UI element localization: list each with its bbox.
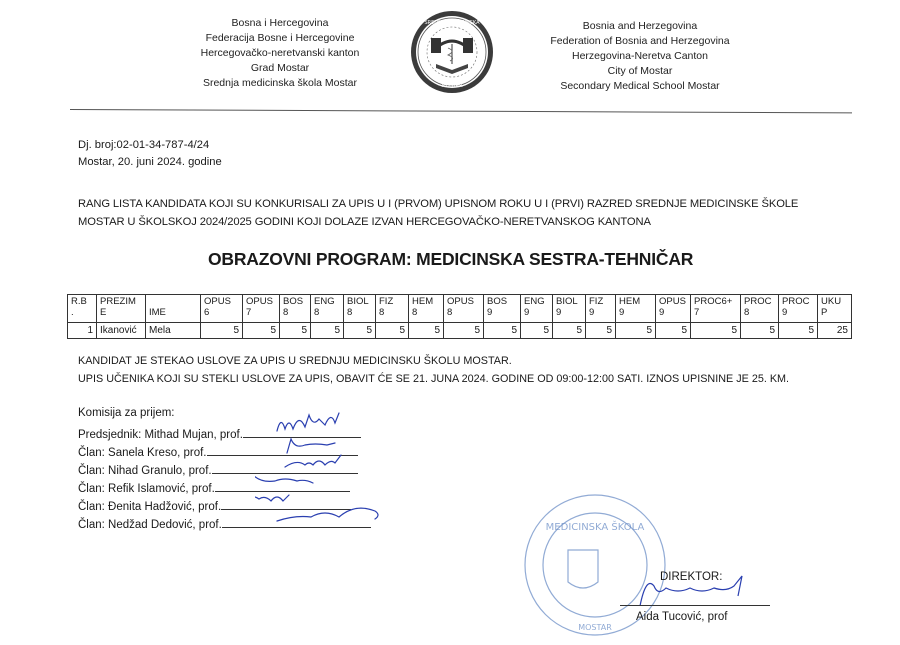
score-cell: 5: [741, 323, 779, 339]
header-cell-line-1: HEM: [412, 296, 434, 307]
header-cell-line-1: BOS: [283, 296, 304, 307]
stamp-center-text: MEDICINSKA ŠKOLA: [545, 522, 645, 533]
stamp-bottom-text: MOSTAR: [578, 623, 612, 632]
document-date: Mostar, 20. juni 2024. godine: [78, 156, 222, 168]
table-header-cell: [586, 295, 616, 323]
header-cell-line-2: 9: [487, 307, 493, 318]
header-left-line: Federacija Bosne i Hercegovine: [205, 32, 355, 44]
header-left-line: Srednja medicinska škola Mostar: [202, 77, 358, 89]
total-cell: 25: [818, 323, 852, 339]
header-right-line: Federation of Bosnia and Herzegovina: [550, 35, 730, 47]
commission-title: Komisija za prijem:: [78, 407, 175, 419]
header-left-bosnian: [180, 16, 380, 91]
header-cell-line-2: 8: [283, 307, 289, 318]
score-cell: 5: [243, 323, 280, 339]
header-right-line: Herzegovina-Neretva Canton: [572, 50, 708, 62]
signature-hadzovic: [255, 495, 289, 503]
header-cell-line-1: OPUS: [447, 296, 474, 307]
enrollment-schedule-note: UPIS UČENIKA KOJI SU STEKLI USLOVE ZA UPIS, OBAVIT ĆE SE 21. JUNA 2024. GODINE OD 09:00-12:00 SATI. IZNOS UPISNINE JE 25. KM.: [78, 373, 790, 385]
score-cell: 5: [311, 323, 344, 339]
header-cell-line-2: 9: [659, 307, 665, 318]
commission-member-name: Predsjednik: Mithad Mujan, prof.: [78, 429, 243, 441]
table-header-cell: [68, 295, 97, 323]
commission-member-name: Član: Nihad Granulo, prof.: [78, 465, 212, 477]
header-cell-line-1: OPUS: [246, 296, 273, 307]
table-header-cell: [818, 295, 852, 323]
header-cell-line-2: P: [821, 307, 828, 318]
table-header-cell: [484, 295, 521, 323]
header-left-line: Grad Mostar: [250, 62, 310, 74]
commission-member-name: Član: Refik Islamović, prof.: [78, 483, 215, 495]
header-cell-line-1: BOS: [487, 296, 508, 307]
table-header-cell: [311, 295, 344, 323]
score-cell: 5: [484, 323, 521, 339]
score-cell: 5: [344, 323, 376, 339]
header-cell-line-2: 8: [447, 307, 453, 318]
director-signature: [630, 566, 760, 606]
header-cell-line-1: FIZ: [379, 296, 394, 307]
header-cell-line-1: PROC: [744, 296, 772, 307]
score-cell: 5: [616, 323, 656, 339]
score-cell: 5: [444, 323, 484, 339]
score-cell: 5: [586, 323, 616, 339]
score-cell: 5: [201, 323, 243, 339]
header-divider: [70, 109, 852, 113]
header-right-line: Bosnia and Herzegovina: [582, 20, 698, 32]
header-cell-line-1: PREZIM: [100, 296, 136, 307]
document-reference-number: Dj. broj:02-01-34-787-4/24: [78, 139, 210, 151]
table-header-cell: [691, 295, 741, 323]
header-cell-line-1: UKU: [821, 296, 842, 307]
logo-ring-bottom-text: MOSTAR: [441, 83, 463, 89]
score-cell: 5: [280, 323, 311, 339]
table-header-row: [68, 295, 852, 323]
header-cell-line-1: BIOL: [556, 296, 578, 307]
surname-cell: Ikanović: [97, 323, 146, 339]
header-cell-line-2: 7: [694, 307, 700, 318]
signature-kreso: [287, 439, 335, 453]
header-cell-line-2: 8: [314, 307, 320, 318]
header-cell-line-2: E: [100, 307, 107, 318]
header-cell-line-2: 8: [744, 307, 750, 318]
header-cell-line-2: 8: [379, 307, 385, 318]
commission-member-name: Član: Đenita Hadžović, prof.: [78, 501, 222, 513]
school-seal-icon: [410, 10, 494, 94]
header-cell-line-2: 8: [412, 307, 418, 318]
header-left-line: Hercegovačko-neretvanski kanton: [200, 47, 360, 59]
header-cell-line-1: R.B: [71, 296, 87, 307]
signature-islamovic: [255, 475, 313, 483]
table-header-cell: [616, 295, 656, 323]
ranking-table: [67, 294, 852, 339]
table-header-cell: [553, 295, 586, 323]
director-name: Aida Tucović, prof: [636, 611, 728, 623]
header-left-line: Bosna i Hercegovina: [231, 17, 329, 29]
header-cell-line-2: 9: [589, 307, 595, 318]
header-cell-line-1: ENG: [314, 296, 335, 307]
header-cell-line-2: IME: [149, 307, 166, 318]
table-header-cell: [201, 295, 243, 323]
program-heading: OBRAZOVNI PROGRAM: MEDICINSKA SESTRA-TEHNIČAR: [208, 249, 694, 269]
header-cell-line-2: 7: [246, 307, 252, 318]
score-cell: 5: [656, 323, 691, 339]
table-header-cell: [280, 295, 311, 323]
score-cell: 5: [376, 323, 409, 339]
header-cell-line-1: ENG: [524, 296, 545, 307]
score-cell: 5: [521, 323, 553, 339]
header-cell-line-1: OPUS: [204, 296, 231, 307]
table-header-cell: [344, 295, 376, 323]
header-cell-line-2: 9: [619, 307, 625, 318]
score-cell: 5: [779, 323, 818, 339]
table-header-cell: [779, 295, 818, 323]
header-right-line: Secondary Medical School Mostar: [560, 80, 720, 92]
score-cell: 5: [691, 323, 741, 339]
table-header-cell: [376, 295, 409, 323]
header-cell-line-2: 9: [782, 307, 788, 318]
signature-dedovic: [277, 508, 378, 521]
director-label: DIREKTOR:: [660, 571, 723, 583]
table-row: [68, 323, 852, 339]
table-header-cell: [146, 295, 201, 323]
commission-member-name: Član: Nedžad Dedović, prof.: [78, 519, 222, 531]
name-cell: Mela: [146, 323, 201, 339]
table-header-cell: [656, 295, 691, 323]
header-right-english: [530, 19, 750, 94]
table-header-cell: [409, 295, 444, 323]
handwritten-signatures: [255, 405, 385, 535]
rank-cell: 1: [68, 323, 97, 339]
signature-granulo: [285, 455, 341, 467]
document-title-line-1: RANG LISTA KANDIDATA KOJI SU KONKURISALI ZA UPIS U I (PRVOM) UPISNOM ROKU U I (PRVI) RAZRED SREDNJE MEDICINSKE ŠKOLE: [78, 198, 799, 210]
header-cell-line-1: PROC: [782, 296, 810, 307]
eligibility-note: KANDIDAT JE STEKAO USLOVE ZA UPIS U SREDNJU MEDICINSKU ŠKOLU MOSTAR.: [78, 355, 512, 367]
header-cell-line-1: PROC6+: [694, 296, 733, 307]
header-cell-line-1: BIOL: [347, 296, 369, 307]
header-cell-line-2: 6: [204, 307, 210, 318]
table-header-cell: [444, 295, 484, 323]
header-cell-line-1: HEM: [619, 296, 641, 307]
commission-member-name: Član: Sanela Kreso, prof.: [78, 447, 207, 459]
header-cell-line-2: 8: [347, 307, 353, 318]
header-cell-line-2: 9: [556, 307, 562, 318]
header-cell-line-1: [149, 296, 197, 307]
table-header-cell: [243, 295, 280, 323]
table-header-cell: [97, 295, 146, 323]
header-cell-line-2: .: [71, 307, 74, 318]
header-cell-line-2: 9: [524, 307, 530, 318]
signature-mujan: [277, 413, 339, 431]
header-cell-line-1: OPUS: [659, 296, 686, 307]
document-title-line-2: MOSTAR U ŠKOLSKOJ 2024/2025 GODINI KOJI DOLAZE IZVAN HERCEGOVAČKO-NERETVANSKOG KANTONA: [78, 216, 651, 228]
score-cell: 5: [553, 323, 586, 339]
header-cell-line-1: FIZ: [589, 296, 604, 307]
svg-text:SREDNJA MEDICINSKA: SREDNJA MEDICINSKA: [424, 20, 480, 26]
director-signature-line: [620, 605, 770, 606]
table-header-cell: [741, 295, 779, 323]
table-header-cell: [521, 295, 553, 323]
header-right-line: City of Mostar: [607, 65, 673, 77]
score-cell: 5: [409, 323, 444, 339]
